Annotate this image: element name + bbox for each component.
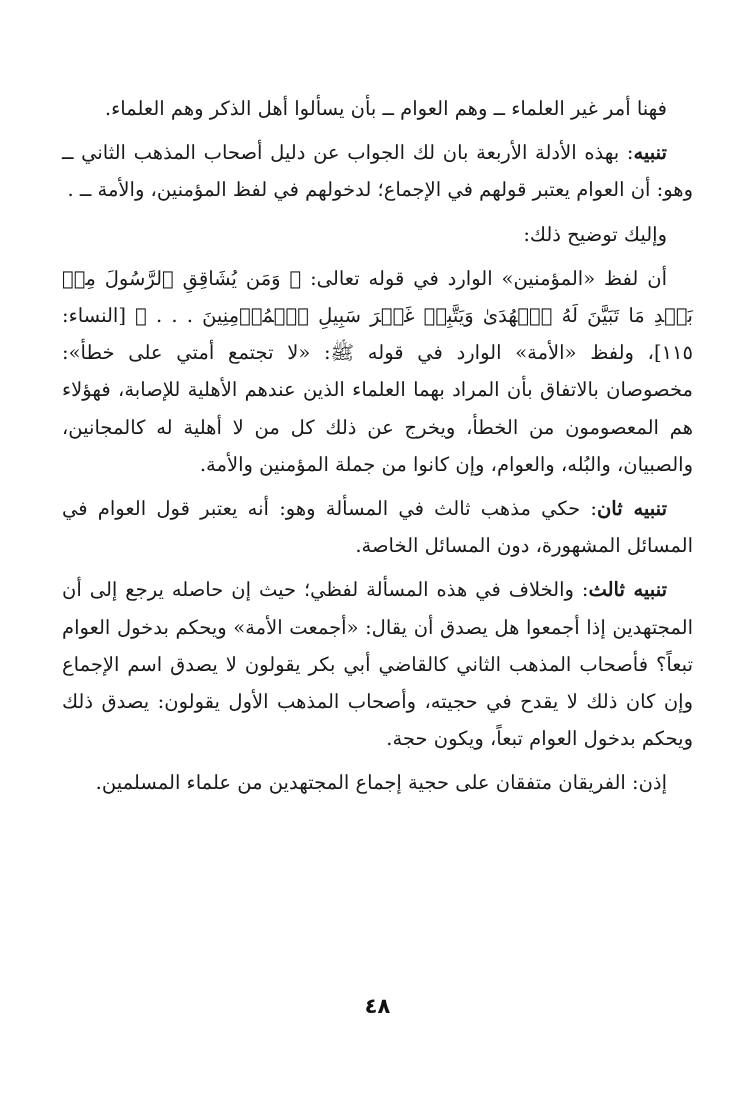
page-body [62, 90, 693, 809]
paragraph-4-text: أن لفظ «المؤمنين» الوارد في قوله تعالى: ﴿ وَمَن يُشَاقِقِ ٱلرَّسُولَ مِنۢ بَعۡدِ مَا تَبَيَّنَ لَهُ ٱلۡهُدَىٰ وَيَتَّبِعۡ غَيۡرَ سَبِيلِ ٱلۡمُؤۡمِنِينَ . . . ﴾ [النساء: ١١٥]، ولفظ «الأمة» الوارد في قوله ﷺ: «لا تجتمع أمتي على خطأ»: مخصوصان بالاتفاق بأن المراد بهما العلماء الذين عندهم الأهلية للإصابة، فهؤلاء هم المعصومون من الخطأ، ويخرج عن ذلك كل من لا أهلية له كالمجانين، والصبيان، والبُله، والعوام، وإن كانوا من جملة المؤمنين والأمة. [62, 266, 693, 476]
paragraph-3 [62, 216, 693, 253]
paragraph-note-2 [62, 490, 693, 564]
paragraph-note-3 [62, 571, 693, 757]
paragraph-3-text: وإليك توضيح ذلك: [523, 222, 667, 246]
paragraph-7-text: إذن: الفريقان متفقان على حجية إجماع المجتهدين من علماء المسلمين. [95, 771, 667, 795]
paragraph-quran-verse [62, 260, 693, 483]
note-3-text: : والخلاف في هذه المسألة لفظي؛ حيث إن حاصله يرجع إلى أن المجتهدين إذا أجمعوا هل يصدق أن يقال: «أجمعت الأمة» ويحكم بدخول العوام تبعاً؟ فأصحاب المذهب الثاني كالقاضي أبي بكر يقولون لا يصدق اسم الإجماع وإن كان ذلك لا يقدح في حجيته، وأصحاب المذهب الأول يقولون: يصدق ذلك ويحكم بدخول العوام تبعاً، ويكون حجة. [62, 578, 693, 751]
note-label: تنبيه [633, 141, 667, 165]
paragraph-1-text: فهنا أمر غير العلماء ــ وهم العوام ــ بأن يسألوا أهل الذكر وهم العلماء. [104, 97, 667, 120]
note-2-text: : حكي مذهب ثالث في المسألة وهو: أنه يعتبر قول العوام في المسائل المشهورة، دون المسائل الخاصة. [62, 497, 693, 558]
paragraph-note-1 [62, 134, 693, 208]
note-text: : بهذه الأدلة الأربعة بان لك الجواب عن دليل أصحاب المذهب الثاني ــ وهو: أن العوام يعتبر قولهم في الإجماع؛ لدخولهم في لفظ المؤمنين، والأمة ــ . [62, 141, 693, 202]
note-3-label: تنبيه ثالث [588, 578, 668, 602]
paragraph-conclusion [62, 764, 693, 801]
page-number: ٤٨ [364, 994, 391, 1018]
note-2-label: تنبيه ثان [596, 497, 667, 521]
paragraph-1 [62, 90, 693, 127]
